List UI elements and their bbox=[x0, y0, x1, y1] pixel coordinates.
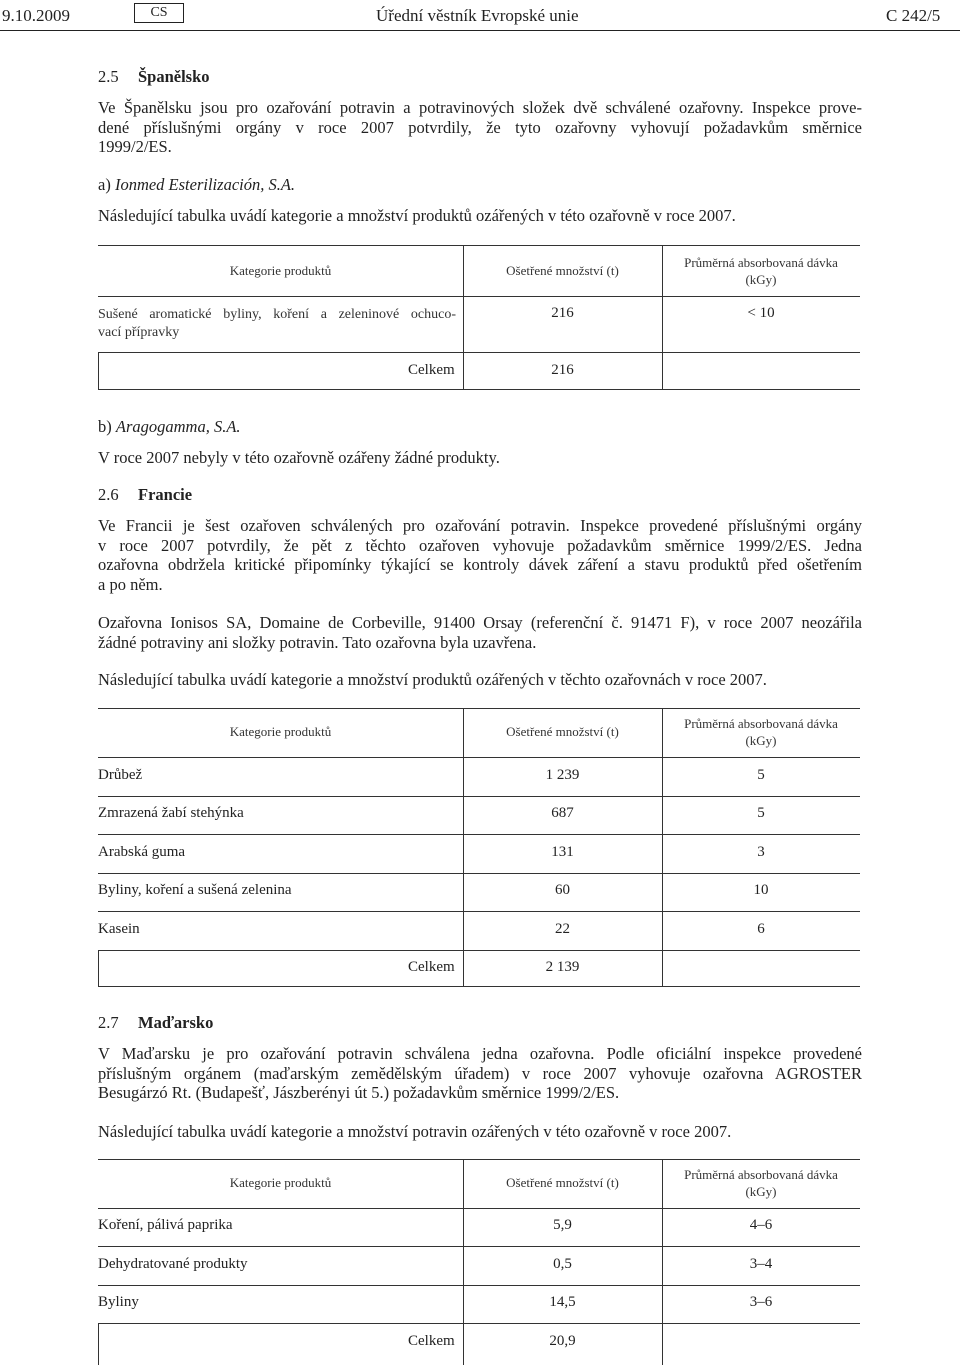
paragraph: Ozařovna Ionisos SA, Domaine de Corbeville, 91400 Orsay (referenční č. 91471 F), v roce 2007 neozářila žádné potraviny ani složky potravin. Tato ozařovna byla uzavřena. bbox=[98, 613, 862, 652]
column-header: (kGy) bbox=[745, 1184, 777, 1199]
column-header: Ošetřené množství (t) bbox=[506, 724, 619, 739]
table-cell: 131 bbox=[551, 844, 574, 860]
column-header: Kategorie produktů bbox=[229, 263, 332, 278]
table-cell: 4–6 bbox=[749, 1217, 773, 1233]
table-cell: Drůbež bbox=[98, 767, 143, 783]
section-title: Maďarsko bbox=[138, 1013, 214, 1032]
table-cell: Zmrazená žabí stehýnka bbox=[98, 805, 244, 821]
paragraph: V roce 2007 nebyly v této ozařovně ozářeny žádné produkty. bbox=[98, 448, 500, 467]
table-cell: Dehydratované produkty bbox=[98, 1256, 248, 1272]
column-header: (kGy) bbox=[745, 272, 777, 287]
table-cell: 216 bbox=[551, 305, 574, 321]
table-cell: 5 bbox=[757, 767, 765, 783]
table-cell: 60 bbox=[555, 882, 570, 898]
language-badge: CS bbox=[134, 3, 184, 23]
paragraph: Ve Španělsku jsou pro ozařování potravin a potravinových složek dvě schválené ozařovny. Inspekce prove- dené příslušnými orgány v roce 2007 potvrdily, že tyto ozařovny vyhovují požadavkům směrnice 1999/2/ES. bbox=[98, 98, 862, 156]
column-header: Kategorie produktů bbox=[229, 724, 332, 739]
total-label: Celkem bbox=[408, 1333, 455, 1349]
section-number: 2.6 bbox=[98, 485, 119, 504]
table-intro: Následující tabulka uvádí kategorie a množství potravin ozářených v této ozařovně v roce 2007. bbox=[98, 1122, 732, 1141]
column-header: Ošetřené množství (t) bbox=[506, 1175, 619, 1190]
header-rule bbox=[0, 30, 960, 31]
table-intro: Následující tabulka uvádí kategorie a množství produktů ozářených v těchto ozařovnách v roce 2007. bbox=[98, 670, 767, 689]
table-cell: 22 bbox=[555, 921, 570, 937]
subsection-b: b) Aragogamma, S.A. bbox=[98, 417, 241, 436]
table-cell: 14,5 bbox=[549, 1294, 576, 1310]
table-cell: 3–4 bbox=[749, 1256, 773, 1272]
table-cell: 5 bbox=[757, 805, 765, 821]
total-value: 2 139 bbox=[545, 959, 580, 975]
table-cell: 3–6 bbox=[749, 1294, 773, 1310]
section-number: 2.5 bbox=[98, 67, 119, 86]
table-cell: Kasein bbox=[98, 921, 140, 937]
paragraph: V Maďarsku je pro ozařování potravin schválena jedna ozařovna. Podle oficiální inspekce provedené příslušným orgánem (maďarským zemědělským úřadem) v roce 2007 vyhovuje ozařovna AGROSTER Besugárzó Rt. (Budapešť, Jászberényi út 5.) požadavkům směrnice 1999/2/ES. bbox=[98, 1044, 862, 1102]
column-header: Průměrná absorbovaná dávka bbox=[684, 1167, 838, 1182]
table-cell: Sušené aromatické byliny, koření a zeleninové ochuco- vací přípravky bbox=[98, 307, 456, 340]
paragraph: Ve Francii je šest ozařoven schválených pro ozařování potravin. Inspekce provedené příslušnými orgány v roce 2007 potvrdily, že pět z těchto ozařoven vyhovuje požadavkům směrnice 1999/2/ES. Jedna ozařovna obdržela kritické připomínky týkající se kontroly dávek záření a stavu produktů před ošetřením a po něm. bbox=[98, 516, 862, 594]
header-date: 9.10.2009 bbox=[2, 6, 70, 25]
table-cell: 687 bbox=[551, 805, 574, 821]
total-label: Celkem bbox=[408, 959, 455, 975]
table-cell: 3 bbox=[757, 844, 765, 860]
section-title: Francie bbox=[138, 485, 193, 504]
table-cell: 10 bbox=[753, 882, 769, 898]
table-cell: < 10 bbox=[747, 305, 775, 321]
column-header: Průměrná absorbovaná dávka bbox=[684, 716, 838, 731]
total-label: Celkem bbox=[408, 362, 455, 378]
column-header: (kGy) bbox=[745, 733, 777, 748]
column-header: Ošetřené množství (t) bbox=[506, 263, 619, 278]
total-value: 20,9 bbox=[549, 1333, 576, 1349]
table-cell: 1 239 bbox=[545, 767, 580, 783]
table-cell: 0,5 bbox=[553, 1256, 572, 1272]
table-cell: Arabská guma bbox=[98, 844, 186, 860]
table-cell: 6 bbox=[757, 921, 765, 937]
table-cell: Byliny, koření a sušená zelenina bbox=[98, 882, 292, 898]
section-title: Španělsko bbox=[138, 67, 210, 86]
subsection-a: a) Ionmed Esterilización, S.A. bbox=[98, 175, 296, 194]
total-value: 216 bbox=[551, 362, 574, 378]
table-cell: Koření, pálivá paprika bbox=[98, 1217, 233, 1233]
page-reference: C 242/5 bbox=[886, 6, 941, 25]
table-intro: Následující tabulka uvádí kategorie a množství produktů ozářených v této ozařovně v roce 2007. bbox=[98, 206, 736, 225]
column-header: Kategorie produktů bbox=[229, 1175, 332, 1190]
table-cell: 5,9 bbox=[553, 1217, 572, 1233]
column-header: Průměrná absorbovaná dávka bbox=[684, 255, 838, 270]
section-number: 2.7 bbox=[98, 1013, 119, 1032]
table-cell: Byliny bbox=[98, 1294, 139, 1310]
journal-title: Úřední věstník Evropské unie bbox=[376, 6, 579, 25]
